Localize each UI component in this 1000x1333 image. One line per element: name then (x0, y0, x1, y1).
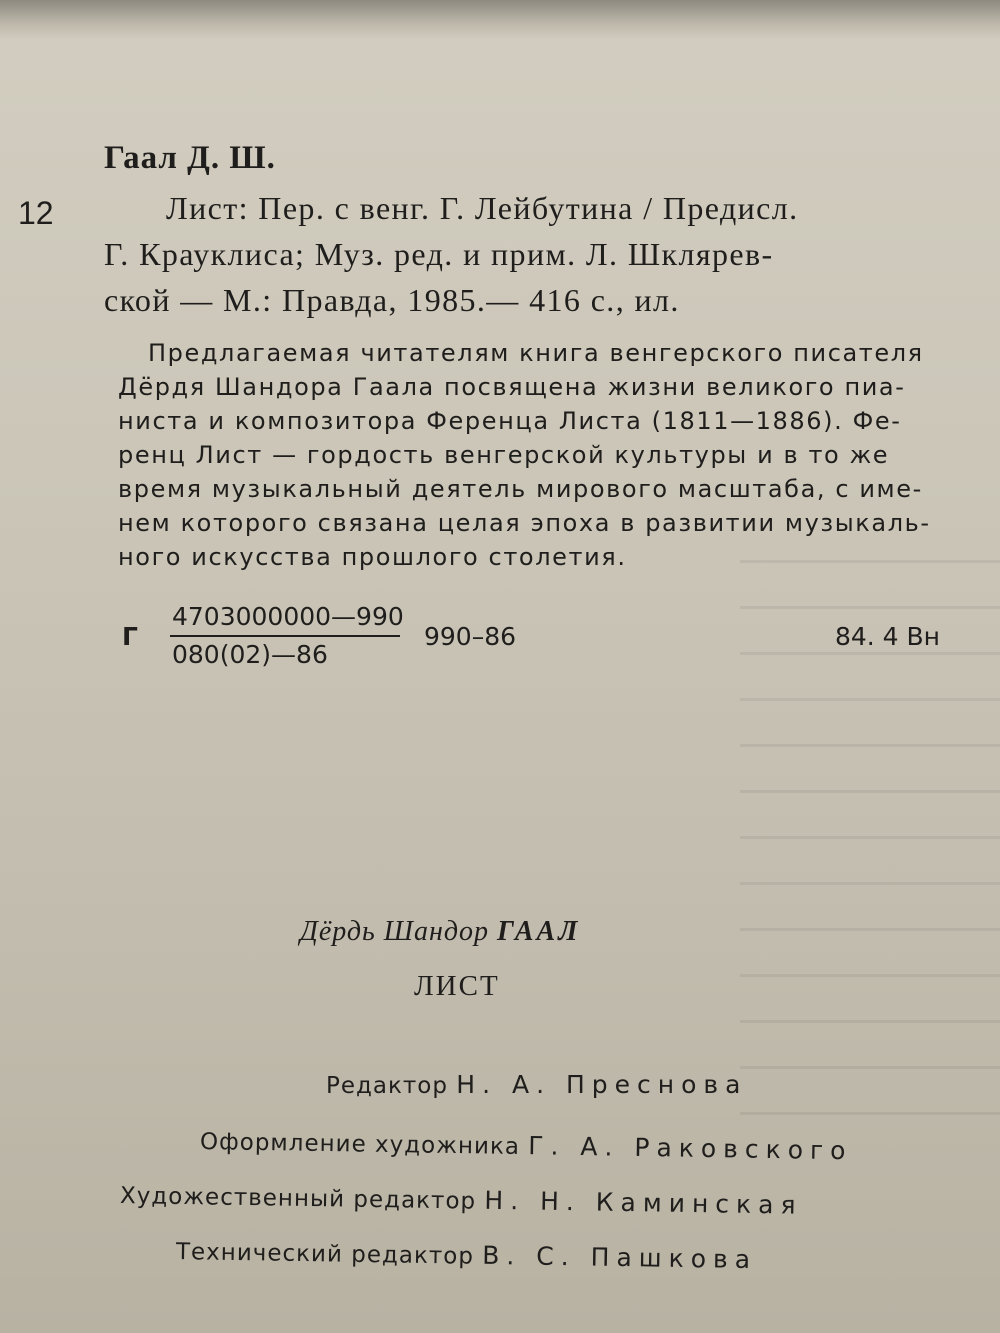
bibliographic-description (104, 185, 954, 323)
title-author (300, 916, 580, 948)
credit-name: Н. А. Преснова (456, 1070, 748, 1099)
annotation-line: ного искусства прошлого столетия. (118, 543, 627, 571)
credit-role: Технический редактор (175, 1239, 475, 1270)
book-annotation (118, 336, 958, 574)
credit-role: Художественный редактор (119, 1183, 477, 1215)
credit-cover-designer (200, 1126, 853, 1165)
author-surname: ГААЛ (497, 916, 581, 947)
index-numerator: 4703000000—990 (172, 602, 404, 631)
annotation-line: ниста и композитора Ференца Листа (1811—1886). Фе- (118, 407, 902, 435)
catalog-class-number: 12 (18, 195, 54, 231)
page-top-edge (0, 0, 1000, 40)
credit-role: Оформление художника (199, 1129, 521, 1161)
index-denominator: 080(02)—86 (172, 640, 328, 669)
credit-name: Н. Н. Каминская (484, 1185, 803, 1220)
fraction-bar (170, 635, 400, 637)
book-title: ЛИСТ (414, 970, 500, 1002)
credit-technical-editor (176, 1236, 758, 1274)
annotation-line: нем которого связана целая эпоха в развитии музыкаль- (118, 509, 931, 537)
annotation-line: Предлагаемая читателям книга венгерского писателя (148, 339, 924, 367)
annotation-line: ренц Лист — гордость венгерской культуры и в то же (118, 441, 890, 469)
bibliographic-line: ской — М.: Правда, 1985.— 416 с., ил. (104, 282, 680, 318)
credit-name: В. С. Пашкова (482, 1240, 758, 1275)
credit-art-editor (120, 1180, 803, 1220)
author-given-names: Дёрдь Шандор (300, 916, 490, 947)
bbk-code: 84. 4 Вн (834, 622, 940, 651)
annotation-line: время музыкальный деятель мирового масштаба, с име- (118, 475, 923, 503)
catalog-author-heading: Гаал Д. Ш. (104, 140, 276, 176)
annotation-line: Дёрдя Шандора Гаала посвящена жизни великого пиа- (118, 373, 906, 401)
bibliographic-line: Лист: Пер. с венг. Г. Лейбутина / Предисл. (166, 190, 799, 226)
bibliographic-line: Г. Крауклиса; Муз. ред. и прим. Л. Шклярев- (104, 236, 774, 272)
index-letter: Г (122, 622, 138, 651)
credit-name: Г. А. Раковского (528, 1131, 853, 1166)
credit-editor (326, 1070, 747, 1099)
catalog-index-block (118, 600, 958, 680)
credit-role: Редактор (326, 1073, 448, 1099)
order-code: 990–86 (424, 622, 517, 651)
